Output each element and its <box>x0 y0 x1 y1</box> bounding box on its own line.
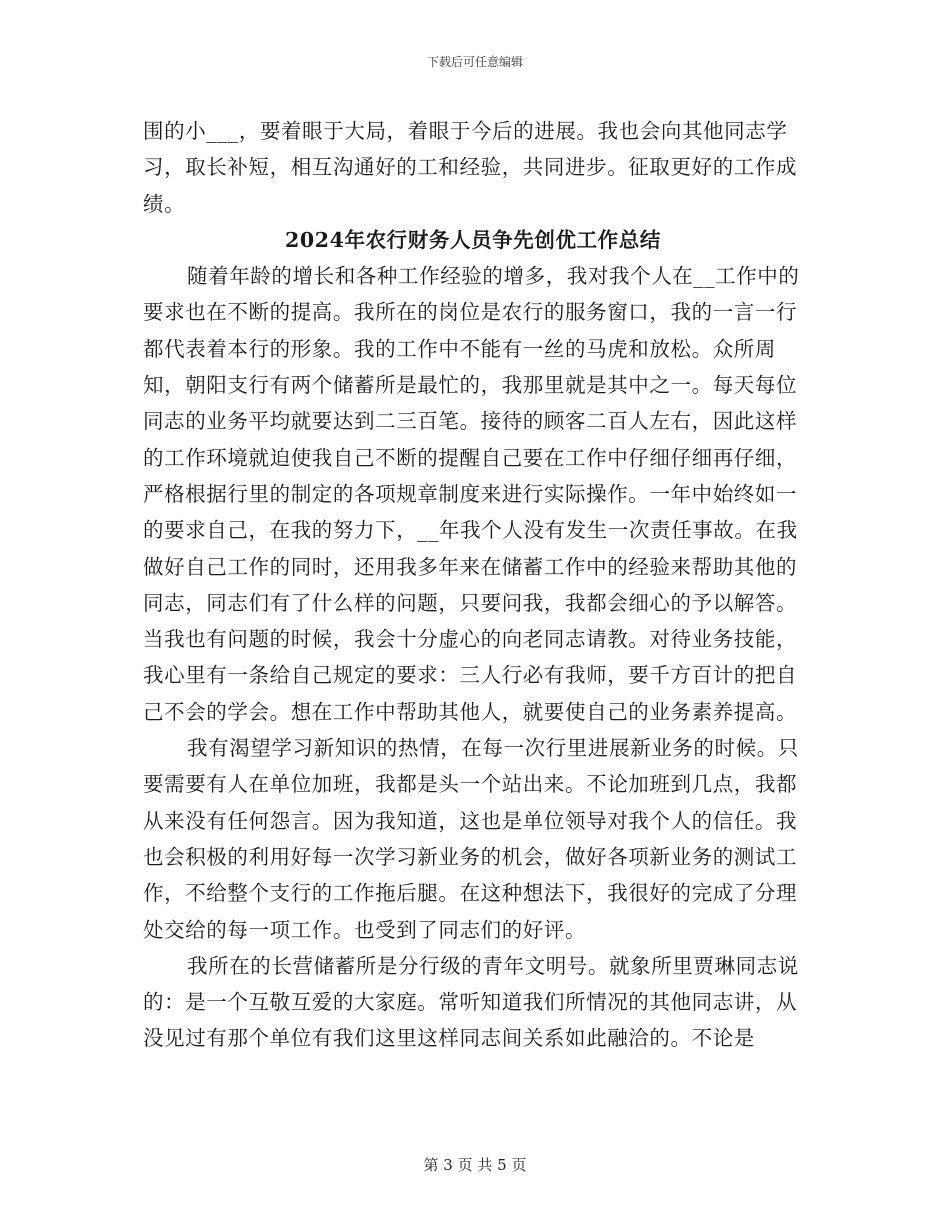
document-body <box>143 113 803 1057</box>
body-paragraph: 我所在的长营储蓄所是分行级的青年文明号。就象所里贾琳同志说的：是一个互敬互爱的大家庭。常听知道我们所情况的其他同志讲，从没见过有那个单位有我们这里这样同志间关系如此融洽的。不论是 <box>143 953 799 1051</box>
body-paragraph: 随着年龄的增长和各种工作经验的增多，我对我个人在__工作中的要求也在不断的提高。我所在的岗位是农行的服务窗口，我的一言一行都代表着本行的形象。我的工作中不能有一丝的马虎和放松。众所周知，朝阳支行有两个储蓄所是最忙的，我那里就是其中之一。每天每位同志的业务平均就要达到二三百笔。接待的顾客二百人左右，因此这样的工作环境就迫使我自己不断的提醒自己要在工作中仔细仔细再仔细，严格根据行里的制定的各项规章制度来进行实际操作。一年中始终如一的要求自己，在我的努力下，__年我个人没有发生一次责任事故。在我做好自己工作的同时，还用我多年来在储蓄工作中的经验来帮助其他的同志，同志们有了什么样的问题，只要问我，我都会细心的予以解答。当我也有问题的时候，我会十分虚心的向老同志请教。对待业务技能，我心里有一条给自己规定的要求：三人行必有我师，要千方百计的把自己不会的学会。想在工作中帮助其他人，就要使自己的业务素养提高。 <box>143 264 800 724</box>
continued-paragraph: 围的小___，要着眼于大局，着眼于今后的进展。我也会向其他同志学习，取长补短，相互沟通好的工和经验，共同进步。征取更好的工作成绩。 <box>143 119 798 216</box>
page-number-footer: 第 3 页 共 5 页 <box>423 1156 527 1174</box>
body-paragraph: 我有渴望学习新知识的热情，在每一次行里进展新业务的时候。只要需要有人在单位加班，我都是头一个站出来。不论加班到几点，我都从来没有任何怨言。因为我知道，这也是单位领导对我个人的信任。我也会积极的利用好每一次学习新业务的机会，做好各项新业务的测试工作，不给整个支行的工作拖后腿。在这种想法下，我很好的完成了分理处交给的每一项工作。也受到了同志们的好评。 <box>143 736 799 942</box>
document-title: 2024年农行财务人员争先创优工作总结 <box>285 227 661 252</box>
running-header: 下载后可任意编辑 <box>426 55 523 69</box>
